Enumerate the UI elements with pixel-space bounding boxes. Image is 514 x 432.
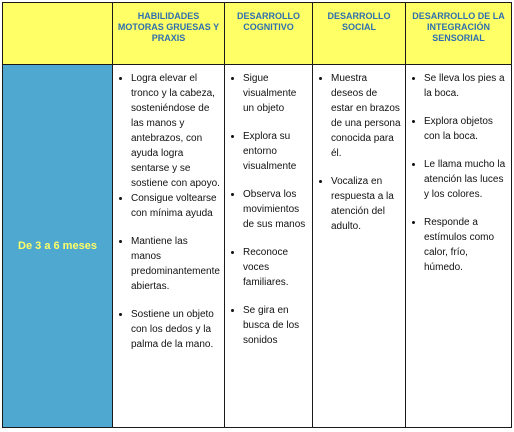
cognitive-cell: [225, 65, 313, 428]
header-cognitive-label: DESARROLLO COGNITIVO: [237, 11, 300, 32]
header-sensory-label: DESARROLLO DE LA INTEGRACIÓN SENSORIAL: [412, 11, 505, 43]
age-row: [3, 65, 512, 428]
list-item: • Consigue voltearse con mínima ayuda: [131, 191, 220, 221]
list-item: • Observa los movimientos de sus manos: [243, 187, 308, 232]
social-cell: [313, 65, 406, 428]
header-sensory: [406, 3, 512, 65]
header-row: [3, 3, 512, 65]
header-motor-label: HABILIDADES MOTORAS GRUESAS Y PRAXIS: [117, 11, 220, 43]
header-cognitive: [225, 3, 313, 65]
age-label: De 3 a 6 meses: [3, 65, 113, 428]
list-item: • Le llama mucho la atención las luces y los colores.: [424, 157, 507, 202]
list-item: • Se gira en busca de los sonidos: [243, 303, 308, 348]
corner-cell: [3, 3, 113, 65]
sensory-cell: [406, 65, 512, 428]
header-motor: [113, 3, 225, 65]
list-item: • Sigue visualmente un objeto: [243, 71, 308, 116]
sensory-list: [406, 65, 511, 275]
list-item: • Muestra deseos de estar en brazos de una persona conocida para él.: [331, 71, 401, 161]
list-item: • Explora objetos con la boca.: [424, 114, 507, 144]
motor-list: [113, 65, 224, 352]
motor-cell: [113, 65, 225, 428]
header-social: [313, 3, 406, 65]
development-table: [2, 2, 512, 428]
social-list: [313, 65, 405, 234]
header-social-label: DESARROLLO SOCIAL: [327, 11, 391, 32]
list-item: • Sostiene un objeto con los dedos y la palma de la mano.: [131, 307, 220, 352]
list-item: • Se lleva los pies a la boca.: [424, 71, 507, 101]
list-item: • Responde a estímulos como calor, frío, húmedo.: [424, 215, 507, 275]
list-item: • Explora su entorno visualmente: [243, 129, 308, 174]
list-item: • Vocaliza en respuesta a la atención del adulto.: [331, 174, 401, 234]
list-item: • Logra elevar el tronco y la cabeza, sosteniéndose de las manos y antebrazos, con ayuda logra sentarse y se sostiene con apoyo.: [131, 71, 220, 191]
cognitive-list: [225, 65, 312, 348]
list-item: • Mantiene las manos predominantemente abiertas.: [131, 234, 220, 294]
list-item: • Reconoce voces familiares.: [243, 245, 308, 290]
